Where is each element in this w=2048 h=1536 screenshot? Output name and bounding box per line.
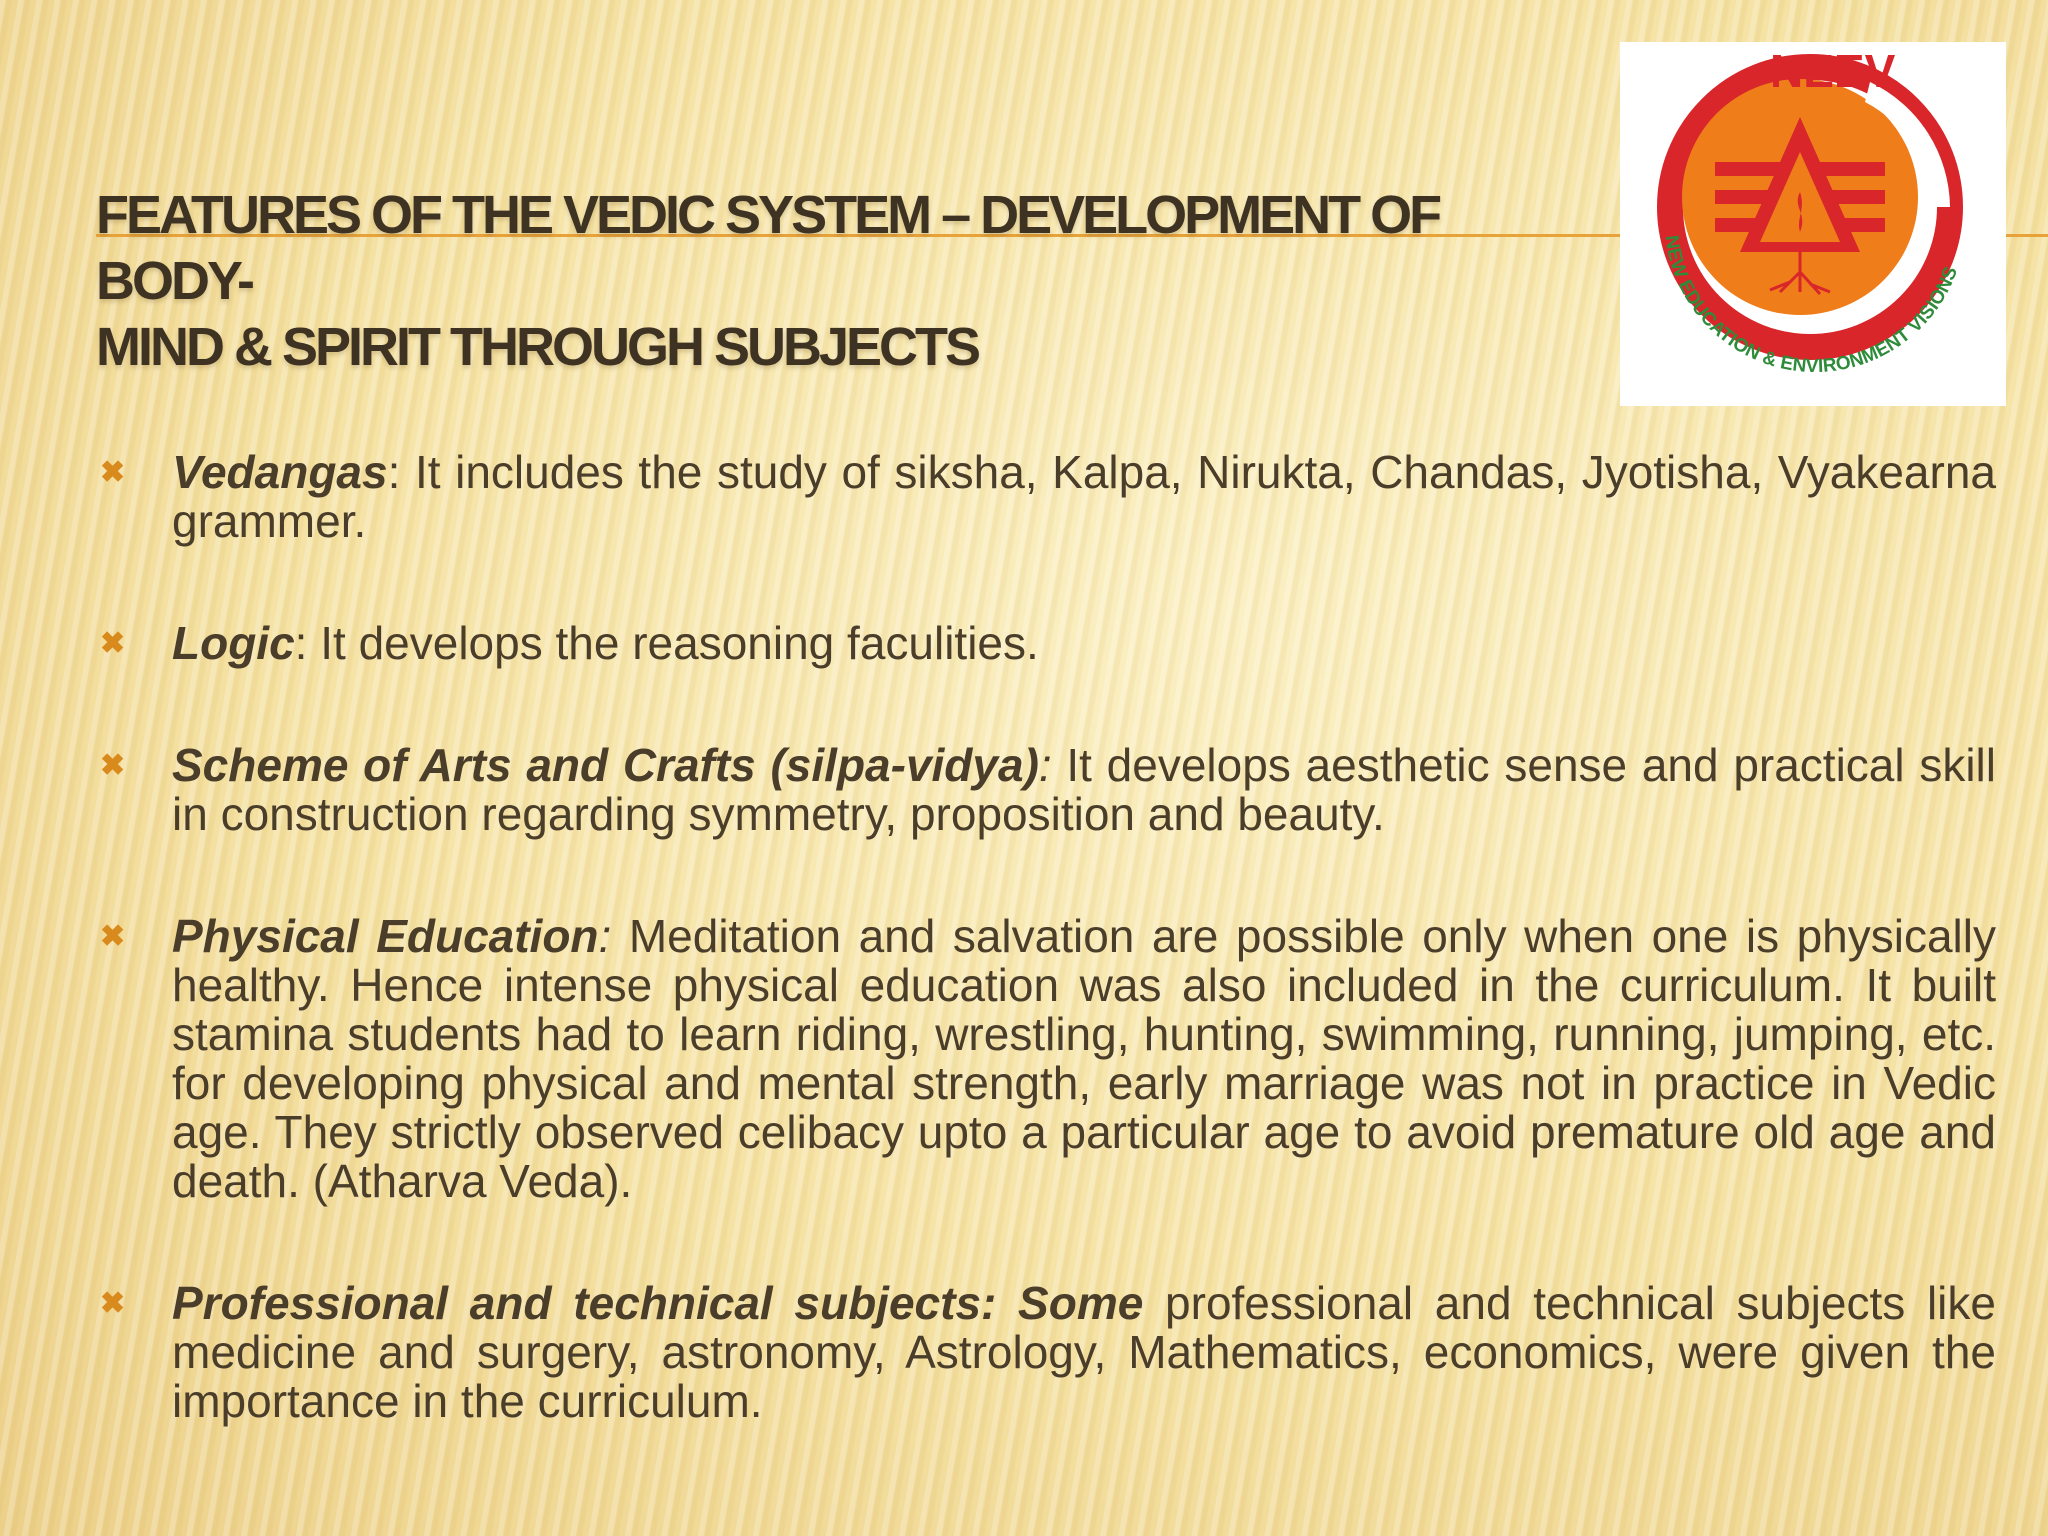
bullet-text: It develops the reasoning faculities.	[307, 617, 1039, 669]
bullet-physical-education	[100, 912, 1996, 1206]
bullet-separator: :	[598, 910, 612, 962]
bullet-text: It develops aesthetic sense and practical skill in construction regarding symmetry, proposition and beauty.	[172, 739, 1996, 840]
bullet-term: Professional and technical subjects: Some	[172, 1277, 1144, 1329]
logo-neev-text: NEEV	[1770, 45, 1896, 97]
bullet-list	[100, 448, 1996, 1499]
bullet-text: It includes the study of siksha, Kalpa, Nirukta, Chandas, Jyotisha, Vyakearna grammer.	[172, 446, 1996, 547]
bullet-term: Logic	[172, 617, 295, 669]
neev-logo	[1620, 42, 2006, 406]
bullet-separator: :	[1038, 739, 1052, 791]
bullet-arts-crafts	[100, 741, 1996, 839]
title-line-2: MIND & SPIRIT THROUGH SUBJECTS	[96, 317, 979, 377]
bullet-vedangas	[100, 448, 1996, 546]
bullet-term: Physical Education	[172, 910, 599, 962]
title-line-1: FEATURES OF THE VEDIC SYSTEM – DEVELOPMENT OF BODY-	[96, 185, 1440, 311]
bullet-professional-technical	[100, 1279, 1996, 1426]
bullet-separator: :	[387, 446, 401, 498]
logo-ring-text: NEW EDUCATION & ENVIRONMENT VISIONS	[1660, 233, 1963, 378]
bullet-term: Vedangas	[172, 446, 388, 498]
bullet-text: professional and technical subjects like medicine and surgery, astronomy, Astrology, Mathematics, economics, were given the importance in the curriculum.	[172, 1277, 1996, 1427]
neev-logo-graphic	[1620, 42, 2006, 406]
slide-title	[96, 182, 1516, 380]
bullet-logic	[100, 619, 1996, 668]
bullet-marker-icon: ✖	[100, 920, 126, 953]
bullet-text: Meditation and salvation are possible only when one is physically healthy. Hence intense physical education was also included in the curriculum. It built stamina students had to learn riding, wrestling, hunting, swimming, running, jumping, etc. for developing physical and mental strength, early marriage was not in practice in Vedic age. They strictly observed celibacy upto a particular age to avoid premature old age and death. (Atharva Veda).	[172, 910, 1996, 1207]
bullet-marker-icon: ✖	[100, 749, 126, 782]
bullet-marker-icon: ✖	[100, 456, 126, 489]
bullet-marker-icon: ✖	[100, 627, 126, 660]
bullet-separator: :	[294, 617, 308, 669]
bullet-term: Scheme of Arts and Crafts (silpa-vidya)	[172, 739, 1039, 791]
bullet-marker-icon: ✖	[100, 1287, 126, 1320]
